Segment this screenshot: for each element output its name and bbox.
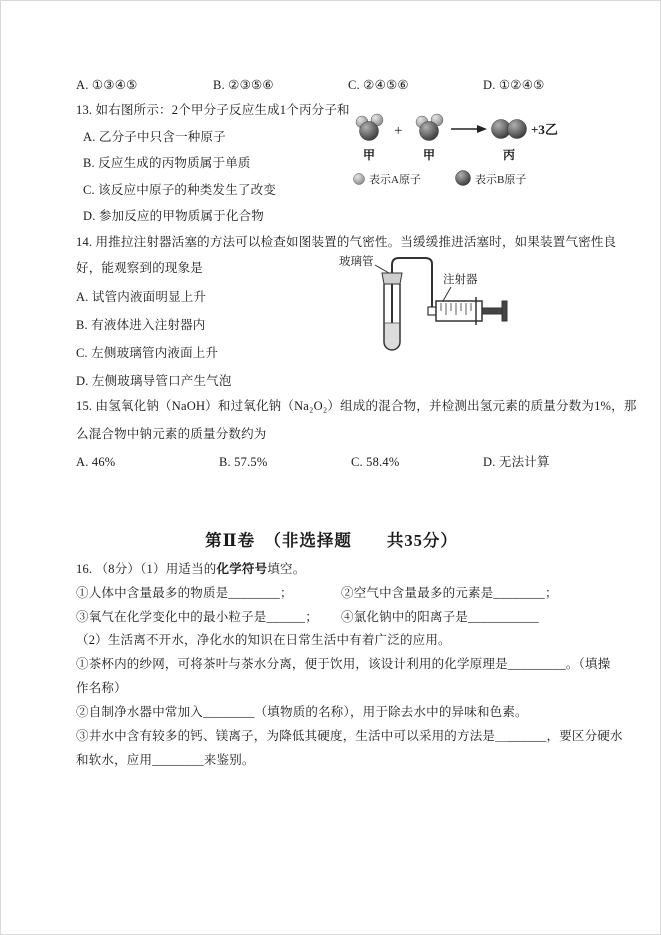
q13-molecule-diagram — [341, 105, 596, 199]
q16-fill-1: ①人体中含量最多的物质是________； — [76, 586, 293, 600]
q15-stem-line1: 15. 由氢氧化钠（NaOH）和过氧化钠（Na₂O₂）组成的混合物，并检测出氢元素的质量分数为1%，那 — [76, 399, 637, 413]
legend-atom-b-icon — [456, 171, 471, 186]
legend-atom-a-label: 表示A原子 — [369, 174, 421, 186]
prev-option-c: C. ②④⑤⑥ — [348, 78, 409, 92]
q16-part2-intro: （2）生活离不开水，净化水的知识在日常生活中有着广泛的应用。 — [76, 633, 451, 647]
q15-option-d: D. 无法计算 — [483, 455, 550, 469]
reaction-arrow-icon — [451, 125, 487, 133]
glass-tube-pointer-line — [375, 265, 389, 273]
q15-option-c: C. 58.4% — [351, 455, 400, 469]
prev-option-b: B. ②③⑤⑥ — [213, 78, 274, 92]
prev-option-a: A. ①③④⑤ — [76, 78, 138, 92]
syringe-pointer-line — [443, 287, 451, 301]
molecule-diagram-svg — [341, 105, 596, 199]
q16-intro-pre: 16. （8分）（1）用适当的 — [76, 562, 217, 576]
q16-fill-2: ②空气中含量最多的元素是________； — [341, 586, 558, 600]
q16-intro-post: 填空。 — [267, 562, 306, 576]
q13-option-a: A. 乙分子中只含一种原子 — [83, 130, 226, 144]
q14-option-d: D. 左侧玻璃导管口产生气泡 — [76, 374, 232, 388]
plus-sign: + — [394, 123, 403, 139]
extra-product-label: +3乙 — [531, 122, 558, 137]
q13-option-b: B. 反应生成的丙物质属于单质 — [83, 156, 251, 170]
q16-intro-bold: 化学符号 — [216, 562, 268, 576]
molecule-bing-icon — [492, 120, 527, 139]
q13-option-c: C. 该反应中原子的种类发生了改变 — [83, 183, 276, 197]
q14-option-b: B. 有液体进入注射器内 — [76, 318, 206, 332]
q14-stem-line2: 好，能观察到的现象是 — [76, 261, 204, 275]
q15-option-a: A. 46% — [76, 455, 116, 469]
q16-part2-line1a: ①茶杯内的纱网，可将茶叶与茶水分离，便于饮用，该设计利用的化学原理是_________。（填操 — [76, 657, 611, 671]
stopper-shape — [382, 273, 402, 284]
q15-stem-line2: 么混合物中钠元素的质量分数约为 — [76, 427, 267, 441]
q16-part2-line2: ②自制净水器中常加入________（填物质的名称），用于除去水中的异味和色素。 — [76, 705, 528, 719]
q16-intro — [76, 561, 305, 577]
glass-tube-label: 玻璃管 — [339, 256, 374, 268]
molecule-jia-2-icon — [416, 114, 443, 141]
q15-option-b: B. 57.5% — [219, 455, 268, 469]
q14-option-a: A. 试管内液面明显上升 — [76, 290, 207, 304]
molecule-jia-1-icon — [356, 114, 383, 141]
q14-apparatus-diagram — [331, 251, 516, 371]
prev-option-d: D. ①②④⑤ — [483, 78, 545, 92]
q14-option-c: C. 左侧玻璃管内液面上升 — [76, 346, 219, 360]
q16-part2-line3b: 和软水，应用________来鉴别。 — [76, 753, 255, 767]
q16-part2-line3a: ③井水中含有较多的钙、镁离子，为降低其硬度，生活中可以采用的方法是＿______，要区分硬水 — [76, 729, 623, 743]
syringe-shape — [428, 297, 507, 325]
legend-atom-a-icon — [354, 174, 365, 185]
molecule-label-jia2: 甲 — [423, 148, 436, 162]
q13-stem: 13. 如右图所示：2个甲分子反应生成1个丙分子和 — [76, 103, 350, 117]
molecule-label-jia1: 甲 — [363, 148, 376, 162]
apparatus-diagram-svg — [331, 251, 516, 371]
molecule-label-bing: 丙 — [503, 148, 516, 162]
q16-fill-3: ③氧气在化学变化中的最小粒子是______； — [76, 610, 318, 624]
q16-fill-4: ④氯化钠中的阳离子是___________ — [341, 610, 539, 624]
q16-part2-line1b: 作名称） — [76, 681, 127, 695]
legend-atom-b-label: 表示B原子 — [475, 174, 527, 186]
section-2-title: 第Ⅱ卷 （非选择题 共35分） — [205, 531, 458, 550]
q14-stem-line1: 14. 用推拉注射器活塞的方法可以检查如图装置的气密性。当缓缓推进活塞时，如果装置气密性良 — [76, 235, 617, 249]
syringe-label: 注射器 — [443, 274, 478, 286]
q13-option-d: D. 参加反应的甲物质属于化合物 — [83, 209, 264, 223]
